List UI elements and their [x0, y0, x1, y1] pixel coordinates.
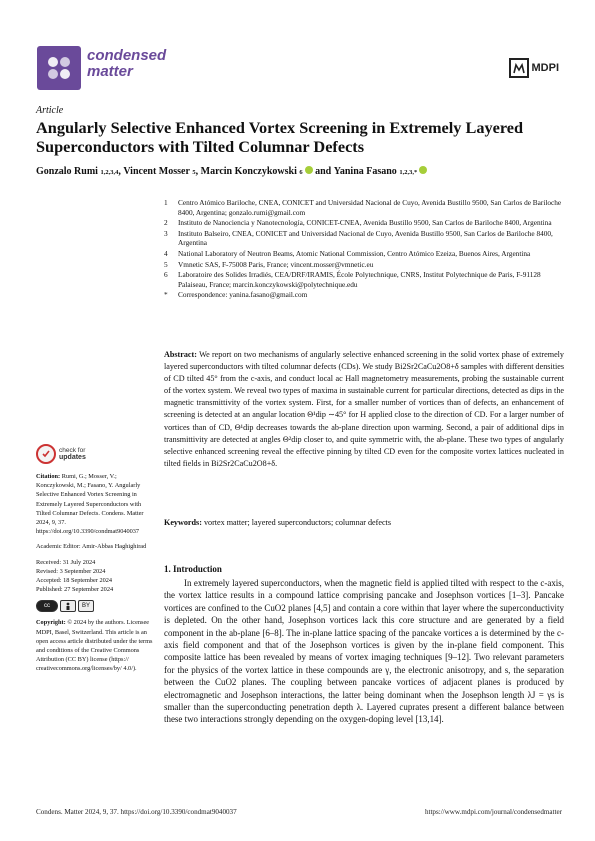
affiliation-item [164, 290, 564, 300]
introduction-paragraph: In extremely layered superconductors, when the magnetic field is applied tilted with respect to the c-axis, the vortex lattice results in a compound lattice comprising pancake and Josephson vortices [1–3]. Pancake vortices are confined to the CuO2 planes [4,5] and contain a core within that layer where the superconductivity is depleted. On the other hand, Josephson vortices lack this core structure and are generated by a field component in the ab-plane [6–8]. The in-plane lattice spacing of the pancake vortices a is determined by the c-axis field component and that of the Josephson vortices is given by the in-plane field component. This composite lattice has been revealed by means of vortex imaging techniques [9–12]. Two relevant parameters for the physics of the vortex lattice in these compounds are γ, the electronic anisotropy, and s, the separation between the CuO2 planes. The coupling between pancake vortices of adjacent planes is produced by electromagnetic and Josephson interactions, the latter being dominant when the Josephson length λJ = γs is smaller than the superconducting penetration depth λ. Layered cuprates present a different balance between these two interactions strongly depending on the oxygen-doping level [13,14]. [164, 578, 564, 725]
copyright [36, 618, 154, 673]
author-affil-sup: 1,2,3,* [399, 169, 418, 176]
affiliation-text: National Laboratory of Neutron Beams, Atomic National Commission, Centro Atómico Ezeiza, Buenos Aires, Argentina [178, 248, 531, 258]
abstract-label: Abstract: [164, 350, 197, 359]
copyright-label: Copyright: [36, 619, 66, 627]
affiliation-number: 4 [164, 248, 168, 258]
published-date: Published: 27 September 2024 [36, 586, 114, 594]
affiliation-text: Centro Atómico Bariloche, CNEA, CONICET and Universidad Nacional de Cuyo, Avenida Bustillo 9500, San Carlos de Bariloche 8400, Argentina; gonzalo.rumi@gmail.com [178, 198, 562, 217]
affiliation-number: 5 [164, 259, 168, 269]
article-type: Article [36, 105, 64, 116]
page-footer [36, 808, 562, 816]
journal-name [87, 48, 166, 80]
received-date: Received: 31 July 2024 [36, 558, 96, 566]
affiliation-number: 6 [164, 270, 168, 280]
affiliation-text: Laboratoire des Solides Irradiés, CEA/DRF/IRAMIS, École Polytechnique, CNRS, Institut Polytechnique de Paris, F-91128 Palaiseau, France; marcin.konczykowski@polytechnique.edu [178, 270, 541, 289]
molecule-icon [44, 53, 74, 83]
affiliation-number: 2 [164, 218, 168, 228]
affiliation-item [164, 218, 564, 228]
author-name[interactable]: Vincent Mosser [123, 166, 190, 177]
citation [36, 472, 154, 536]
sidebar [36, 444, 154, 680]
journal-name-line2: matter [87, 63, 133, 80]
abstract-text: We report on two mechanisms of angularly selective enhanced screening in the solid vortex phase of extremely layered superconductors with tilted columnar defects (CDs). We study Bi2Sr2CaCu2O8+δ samples with different densities of CD tilted 45° from the c-axis, and conduct local ac Hall magnetometry measurements, probing the sustainable current of the vortex system. We reveal two types of maxima in sustainable current for particular directions, detected as dips in the magnetic transmittivity of the vortex system. First, for a smaller number of vortices than of defects, an enhancement of screening is detected at an angular location Θ¹dip ∼45° for H applied close to the direction of CD. For a larger number of vortices than of CD, Θ¹dip decreases towards the ab-plane direction upon warming. Second, a pair of additional dips in transmittivity are detected at angles Θ²dip closer to, and quite symmetric with, the ab-plane. These two types of angularly selective enhanced screening reveal the effective pinning by tilted CD even for the composite vortex lattices nucleated in tilted fields in Bi2Sr2CaCu2O8+δ. [164, 350, 564, 468]
orcid-icon[interactable] [305, 166, 313, 174]
affiliation-item [164, 260, 564, 270]
citation-label: Citation: [36, 473, 61, 480]
check-for-updates-button[interactable] [36, 444, 154, 464]
keywords-label: Keywords: [164, 518, 202, 527]
person-icon [60, 600, 76, 612]
author-list [36, 166, 566, 177]
cc-license-badge[interactable] [36, 600, 154, 612]
journal-name-line1: condensed [87, 47, 167, 64]
revised-date: Revised: 3 September 2024 [36, 567, 106, 575]
author-affil-sup: 6 [299, 169, 303, 176]
affiliations [164, 198, 564, 301]
journal-logo [37, 46, 81, 90]
author-name[interactable]: Yanina Fasano [333, 166, 397, 177]
author-name[interactable]: Gonzalo Rumi [36, 166, 98, 177]
affiliation-item [164, 270, 564, 289]
history-dates [36, 558, 154, 595]
article-title: Angularly Selective Enhanced Vortex Screening in Extremely Layered Superconductors with Tilted Columnar Defects [36, 118, 524, 156]
check-updates-line1: check for [59, 446, 86, 454]
affiliation-number: 3 [164, 228, 168, 238]
cc-icon: cc [36, 600, 58, 612]
footer-citation[interactable]: Condens. Matter 2024, 9, 37. https://doi.org/10.3390/condmat9040037 [36, 808, 237, 816]
affiliation-text: Correspondence: yanina.fasano@gmail.com [178, 290, 308, 300]
editor-name: Amir-Abbas Haghighirad [81, 543, 147, 551]
affiliation-number: 1 [164, 198, 168, 207]
mdpi-icon [509, 58, 529, 78]
author-separator: and [315, 166, 332, 177]
citation-text: Rumi, G.; Mosser, V.; Konczykowski, M.; Fasano, Y. Angularly Selective Enhanced Vortex Screening in Extremely Layered Superconductors with Tilted Columnar Defects. Condens. Matter 2024, 9, 37. https://doi.org/10.3390/condmat9040037 [36, 473, 144, 536]
affiliation-text: Instituto de Nanociencia y Nanotecnología, CONICET-CNEA, Avenida Bustillo 9500, San Carlos de Bariloche 8400, Argentina [178, 218, 552, 228]
author-separator: , [118, 166, 121, 177]
abstract [164, 349, 564, 470]
affiliation-number: * [164, 290, 168, 300]
affiliation-item [164, 229, 564, 248]
author-affil-sup: 1,2,3,4 [100, 169, 119, 176]
publisher-logo [509, 58, 560, 78]
affiliation-item [164, 198, 564, 217]
check-updates-icon [36, 444, 56, 464]
author-name[interactable]: Marcin Konczykowski [200, 166, 297, 177]
author-separator: , [195, 166, 199, 177]
editor-label: Academic Editor: [36, 543, 81, 551]
orcid-icon[interactable] [419, 166, 427, 174]
affiliation-text: Vmnetic SAS, F-75008 Paris, France; vincent.mosser@vmnetic.eu [178, 259, 374, 269]
section-heading: 1. Introduction [164, 564, 222, 574]
footer-journal-url[interactable]: https://www.mdpi.com/journal/condensedmatter [424, 808, 562, 816]
publisher-name: MDPI [531, 62, 559, 74]
keywords-text: vortex matter; layered superconductors; columnar defects [203, 518, 391, 527]
accepted-date: Accepted: 18 September 2024 [36, 577, 113, 585]
keywords [164, 517, 564, 528]
affiliation-text: Instituto Balseiro, CNEA, CONICET and Universidad Nacional de Cuyo, Avenida Bustillo 9500, San Carlos de Bariloche 8400, Argentina [178, 228, 553, 248]
affiliation-item [164, 249, 564, 259]
copyright-text: © 2024 by the authors. Licensee MDPI, Basel, Switzerland. This article is an open access article distributed under the terms and conditions of the Creative Commons Attribution (CC BY) license (https:// creativecommons.org/licenses/by/ 4.0/). [36, 619, 153, 673]
academic-editor [36, 542, 154, 551]
check-updates-line2: updates [59, 454, 86, 461]
cc-by-label: BY [78, 600, 94, 612]
author-affil-sup: 5 [192, 169, 196, 176]
